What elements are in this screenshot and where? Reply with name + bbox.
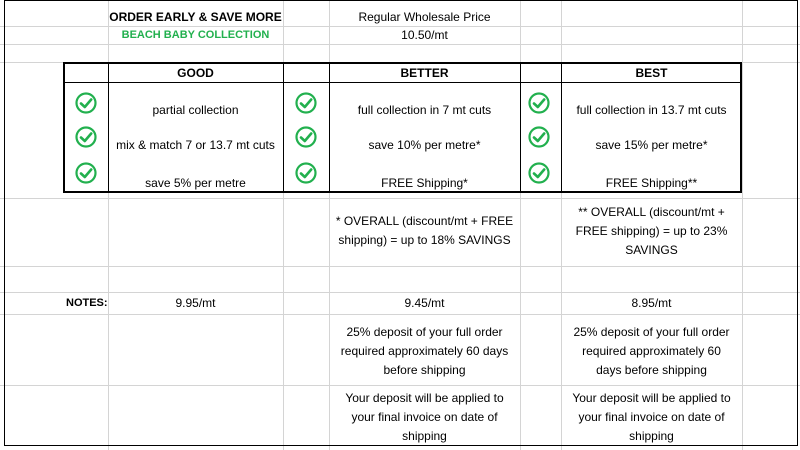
good-feature: partial collection xyxy=(152,103,239,117)
best-feature: full collection in 13.7 mt cuts xyxy=(576,103,727,117)
tier-good-header: GOOD xyxy=(177,66,214,80)
best-feature: FREE Shipping** xyxy=(605,176,698,190)
check-icon xyxy=(74,161,98,185)
promo-title: ORDER EARLY & SAVE MORE xyxy=(109,10,282,24)
regular-price-label: Regular Wholesale Price xyxy=(358,10,491,24)
good-feature: save 5% per metre xyxy=(145,176,246,190)
check-icon xyxy=(74,125,98,149)
good-price: 9.95/mt xyxy=(175,296,216,310)
best-price: 8.95/mt xyxy=(631,296,672,310)
collection-name: BEACH BABY COLLECTION xyxy=(121,29,270,41)
check-icon xyxy=(527,91,551,115)
better-feature: save 10% per metre* xyxy=(368,138,481,152)
check-icon xyxy=(294,91,318,115)
better-price: 9.45/mt xyxy=(404,296,445,310)
regular-price-value: 10.50/mt xyxy=(401,28,448,42)
better-feature: FREE Shipping* xyxy=(381,176,468,190)
check-icon xyxy=(294,125,318,149)
check-icon xyxy=(294,161,318,185)
tier-best-header: BEST xyxy=(635,66,668,80)
notes-label: NOTES: xyxy=(66,297,108,309)
check-icon xyxy=(74,91,98,115)
check-icon xyxy=(527,125,551,149)
best-feature: save 15% per metre* xyxy=(595,138,708,152)
tier-better-header: BETTER xyxy=(400,66,449,80)
check-icon xyxy=(527,161,551,185)
better-feature: full collection in 7 mt cuts xyxy=(357,103,492,117)
good-feature: mix & match 7 or 13.7 mt cuts xyxy=(116,138,275,152)
